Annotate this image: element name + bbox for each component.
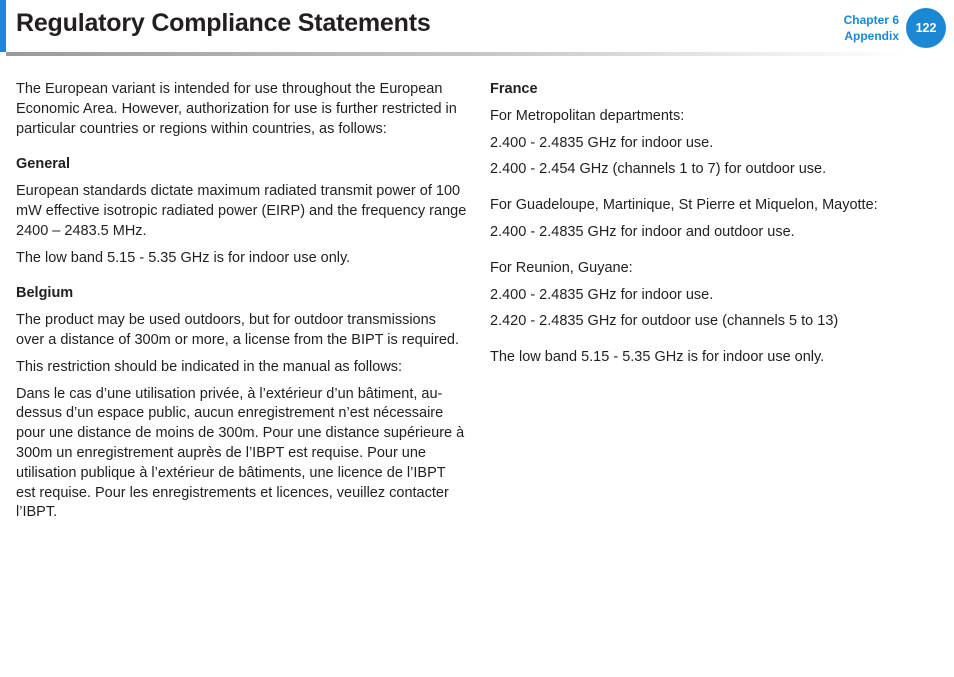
france-guadeloupe-label: For Guadeloupe, Martinique, St Pierre et Miquelon, Mayotte: — [490, 197, 878, 214]
chapter-info — [844, 12, 899, 44]
france-metro-line-2: 2.400 - 2.454 GHz (channels 1 to 7) for outdoor use. — [490, 161, 827, 178]
france-reunion-line-2: 2.420 - 2.4835 GHz for outdoor use (channels 5 to 13) — [490, 313, 839, 330]
intro-paragraph: The European variant is intended for use throughout the European Economic Area. However, authorization for use is further restricted in particular countries or regions within countries, as follows: — [16, 81, 457, 137]
right-column — [490, 80, 930, 375]
belgium-paragraph-3: Dans le cas d’une utilisation privée, à l’extérieur d’un bâtiment, au-dessus d’un espace public, aucun enregistrement n’est nécessaire pour une distance de moins de 300m. Pour une distance supérieure à 300m un enregistrement auprès de l’IBPT est requise. Pour une utilisation publique à l’extérieur de bâtiments, une licence de l’IBPT est requise. Pour les enregistrements et licences, veuillez contacter l’IBPT. — [16, 385, 465, 521]
belgium-heading: Belgium — [16, 285, 74, 302]
france-heading: France — [490, 81, 538, 97]
france-guadeloupe-line-1: 2.400 - 2.4835 GHz for indoor and outdoor use. — [490, 223, 795, 240]
header-accent-bar — [0, 0, 6, 52]
left-column — [16, 80, 468, 530]
france-metro-label: For Metropolitan departments: — [490, 107, 685, 124]
general-paragraph-1: European standards dictate maximum radiated transmit power of 100 mW effective isotropic radiated power (EIRP) and the frequency range 2400 – 2483.5 MHz. — [16, 183, 467, 239]
header-divider — [6, 52, 906, 56]
general-heading: General — [16, 156, 70, 173]
belgium-paragraph-1: The product may be used outdoors, but for outdoor transmissions over a distance of 300m or more, a license from the BIPT is required. — [16, 312, 459, 348]
belgium-paragraph-2: This restriction should be indicated in the manual as follows: — [16, 358, 403, 375]
france-metro-line-1: 2.400 - 2.4835 GHz for indoor use. — [490, 134, 714, 151]
general-paragraph-2: The low band 5.15 - 5.35 GHz is for indoor use only. — [16, 249, 351, 266]
france-reunion-label: For Reunion, Guyane: — [490, 259, 633, 276]
section-label: Appendix — [844, 29, 899, 43]
france-reunion-line-1: 2.400 - 2.4835 GHz for indoor use. — [490, 286, 714, 303]
page-number-badge: 122 — [906, 8, 946, 48]
page-title: Regulatory Compliance Statements — [16, 9, 431, 37]
chapter-label: Chapter 6 — [843, 13, 899, 27]
france-low-band: The low band 5.15 - 5.35 GHz is for indoor use only. — [490, 349, 825, 366]
